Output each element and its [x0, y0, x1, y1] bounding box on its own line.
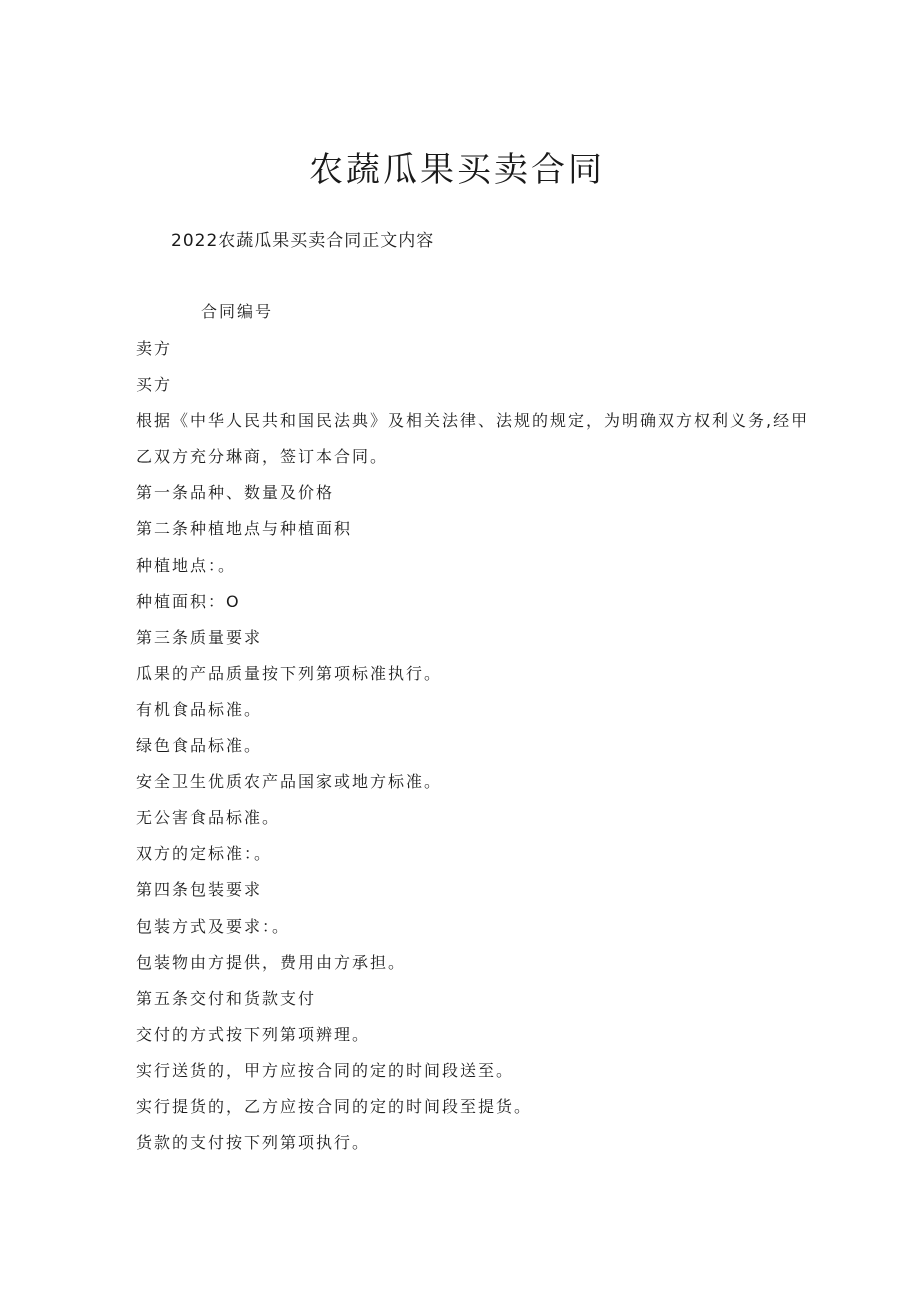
- body-line: 双方的定标准：。: [136, 844, 273, 864]
- body-line: 绿色食品标准。: [136, 736, 263, 756]
- body-line: 瓜果的产品质量按下列第项标准执行。: [136, 663, 443, 683]
- body-line: 乙双方充分琳商，签订本合同。: [136, 447, 389, 467]
- body-line: 种植面积：O: [136, 591, 241, 611]
- contract-number-label: 合同编号: [201, 302, 274, 321]
- body-line: 根据《中华人民共和国民法典》及相关法律、法规的规定，为明确双方权利义务,经甲: [136, 411, 810, 431]
- body-line: 第五条交付和货款支付: [136, 988, 317, 1008]
- body-line: 第一条品种、数量及价格: [136, 483, 335, 503]
- document-subtitle: 2022农蔬瓜果买卖合同正文内容: [171, 231, 435, 251]
- body-line: 第三条质量要求: [136, 627, 263, 647]
- body-line: 安全卫生优质农产品国家或地方标准。: [136, 772, 443, 792]
- document-title: 农蔬瓜果买卖合同: [309, 150, 605, 190]
- body-line: 种植地点：。: [136, 555, 237, 575]
- body-line: 第四条包装要求: [136, 880, 263, 900]
- contract-body: [136, 337, 810, 1167]
- body-line: 无公害食品标准。: [136, 808, 281, 828]
- body-line: 有机食品标准。: [136, 699, 263, 719]
- body-line: 买方: [136, 375, 173, 395]
- body-line: 实行提货的，乙方应按合同的定的时间段至提货。: [136, 1096, 533, 1116]
- body-line: 包装方式及要求：。: [136, 916, 291, 936]
- body-line: 实行送货的，甲方应按合同的定的时间段送至。: [136, 1060, 515, 1080]
- body-line: 货款的支付按下列第项执行。: [136, 1133, 371, 1153]
- body-line: 交付的方式按下列第项辨理。: [136, 1024, 371, 1044]
- body-line: 第二条种植地点与种植面积: [136, 519, 353, 539]
- body-line: 卖方: [136, 339, 173, 358]
- body-line: 包装物由方提供，费用由方承担。: [136, 952, 407, 972]
